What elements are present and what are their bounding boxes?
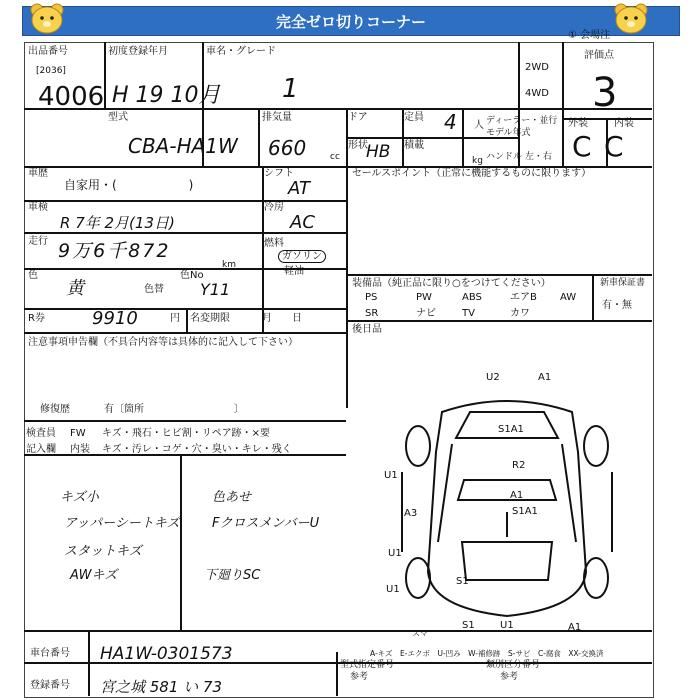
mascot-bear-icon-left <box>28 2 66 34</box>
divider <box>346 274 652 276</box>
divider <box>518 42 520 166</box>
equip-aw: AW <box>560 292 577 303</box>
ext-value: C <box>572 130 592 163</box>
dealer-label: ディーラー・並行 <box>486 116 558 126</box>
diagram-bottom-label: スマ <box>412 629 428 638</box>
lot-code: [2036] <box>36 66 66 76</box>
shift-label: シフト <box>264 168 294 179</box>
divider <box>186 308 188 332</box>
ac-label: 冷房 <box>264 202 284 213</box>
name-change-label: 名変期限 <box>190 313 230 324</box>
shape-label: 形状 <box>348 140 368 151</box>
fuel-value: ガソリン <box>278 250 326 263</box>
later-label: 後日品 <box>352 324 382 335</box>
color-label: 色 <box>28 270 38 281</box>
recycle-unit: 円 <box>170 313 180 324</box>
banner-title: 完全ゼロ切りコーナー <box>275 13 426 31</box>
manual-value: 有・無 <box>602 300 632 311</box>
first-reg-value: H 19 10月 <box>112 83 221 108</box>
equip-abs: ABS <box>462 292 482 303</box>
load-label: 積載 <box>404 140 424 151</box>
name-label: 車名・グレード <box>206 46 276 57</box>
mark-10: S1 <box>456 576 469 587</box>
equip-airbag: エアB <box>510 292 537 303</box>
color-change-label: 色替 <box>144 284 164 295</box>
score-label: 評価点 <box>584 50 614 61</box>
ref-label: 参考 <box>350 672 369 682</box>
color-no-label: 色No <box>180 270 204 281</box>
divider <box>24 308 346 310</box>
divider <box>24 200 346 202</box>
equip-ps: PS <box>365 292 378 303</box>
ext-label: 外装 <box>568 118 588 129</box>
shift-value: AT <box>288 178 310 199</box>
drive-2wd: 2WD <box>525 62 549 73</box>
note-5: 色あせ <box>212 490 252 505</box>
equip-sr: SR <box>365 308 379 319</box>
fw-label: FW <box>70 428 86 439</box>
divider <box>24 420 346 422</box>
mark-11: U1 <box>386 584 400 595</box>
ref-label-2: 参考 <box>500 672 519 682</box>
door-label: ドア <box>348 112 368 123</box>
note-4: AWキズ <box>70 568 118 583</box>
ac-value: AC <box>290 212 315 233</box>
mark-8: A3 <box>404 508 418 519</box>
divider <box>346 320 652 322</box>
model-year-label: モデル年式 <box>486 128 531 138</box>
plate-label: 登録番号 <box>30 680 70 691</box>
color-value: 黄 <box>66 278 84 299</box>
first-reg-label: 初度登録年月 <box>108 46 168 57</box>
int-value: C <box>604 130 624 163</box>
mark-1: U2 <box>486 372 500 383</box>
lot-number: 4006 <box>38 82 105 112</box>
cc-unit: cc <box>330 152 340 162</box>
mark-2: A1 <box>538 372 552 383</box>
mileage-label: 走行 <box>28 236 48 247</box>
interior-label: 内装 <box>70 444 90 455</box>
car-damage-diagram <box>372 372 642 638</box>
mark-9: U1 <box>388 548 402 559</box>
divider <box>346 166 348 408</box>
recycle-value: 9910 <box>92 308 138 329</box>
note-3: スタットキズ <box>64 544 142 559</box>
model-value: CBA-HA1W <box>128 134 238 158</box>
sales-label: セールスポイント（正常に機能するものに限ります） <box>352 168 592 179</box>
drive-4wd: 4WD <box>525 88 549 99</box>
equip-pw: PW <box>416 292 432 303</box>
fw-text: キズ・飛石・ヒビ割・リペア跡・×要 <box>102 428 270 439</box>
venue-label: ① 会場注 <box>568 30 611 41</box>
mark-7: S1A1 <box>512 506 538 517</box>
mark-4: R2 <box>512 460 526 471</box>
load-unit: kg <box>472 156 483 166</box>
usage-label: 車歴 <box>28 168 48 179</box>
mark-14: U1 <box>500 620 514 631</box>
cc-label: 排気量 <box>262 112 292 123</box>
divider <box>336 652 338 696</box>
divider <box>180 454 182 630</box>
chassis-value: HA1W-0301573 <box>100 644 233 664</box>
cc-value: 660 <box>268 136 307 160</box>
door-value: 4 <box>444 110 457 134</box>
divider <box>258 108 260 166</box>
equip-tv: TV <box>462 308 475 319</box>
divider <box>24 332 346 334</box>
divider <box>592 274 594 320</box>
mark-13: S1 <box>462 620 475 631</box>
name-value: 1 <box>282 74 299 104</box>
score-value: 3 <box>592 70 618 116</box>
capacity-label: 定員 <box>404 112 424 123</box>
mascot-bear-icon-right <box>612 2 650 34</box>
color-no-value: Y11 <box>200 280 231 299</box>
manual-label: 新車保証書 <box>600 278 646 288</box>
note-1: キズ小 <box>60 490 99 505</box>
inspection-value: R 7年 2月(13日) <box>60 214 175 232</box>
recycle-label: R券 <box>28 313 45 324</box>
name-change-unit: 月 日 <box>262 313 302 324</box>
mark-6: U1 <box>384 470 398 481</box>
repair-value: 有〔箇所 〕 <box>104 404 244 415</box>
plate-value: 宮之城 581 い 73 <box>100 678 223 696</box>
fuel-label: 燃料 <box>264 238 284 249</box>
class-label: 類別区分番号 <box>486 660 541 670</box>
mark-3: S1A1 <box>498 424 524 435</box>
notes-label: 注意事項申告欄（不具合内容等は具体的に記入して下さい） <box>28 337 298 348</box>
cert-label: 型式指定番号 <box>340 660 395 670</box>
mileage-value: 9万6千872 <box>58 240 171 262</box>
int-label: 内装 <box>614 118 634 129</box>
mark-5: A1 <box>510 490 524 501</box>
repair-label: 修復歴 <box>40 404 70 415</box>
equip-label: 装備品（純正品に限り○をつけてください） <box>352 278 551 289</box>
divider <box>88 630 90 696</box>
note-7: 下廻りSC <box>204 568 261 583</box>
inspector-subtitle: 記入欄 <box>26 444 56 455</box>
model-label: 型式 <box>108 112 128 123</box>
divider <box>562 42 564 166</box>
equip-navi: ナビ <box>416 308 436 319</box>
interior-text: キズ・汚レ・コゲ・穴・臭い・キレ・残く <box>102 444 292 455</box>
damage-legend: A-キズ E-エクボ U-凹み W-補修跡 S-サビ C-腐食 XX-交換済 <box>370 649 604 658</box>
divider <box>104 42 106 108</box>
mark-12: A1 <box>568 622 582 633</box>
fuel-alt: 軽油 <box>284 266 304 277</box>
lot-label: 出品番号 <box>28 46 68 57</box>
usage-value: 自家用・( ) <box>64 178 194 192</box>
shape-value: HB <box>366 142 391 162</box>
chassis-label: 車台番号 <box>30 648 70 659</box>
mileage-unit: km <box>222 260 236 270</box>
note-2: アッパーシートキズ <box>64 516 180 531</box>
handle-label: ハンドル 左・右 <box>486 152 552 162</box>
note-6: FクロスメンバーU <box>212 516 320 531</box>
inspection-label: 車検 <box>28 202 48 213</box>
equip-kawa: カワ <box>510 308 530 319</box>
inspector-title: 検査員 <box>26 428 56 439</box>
capacity-unit: 人 <box>474 120 484 131</box>
